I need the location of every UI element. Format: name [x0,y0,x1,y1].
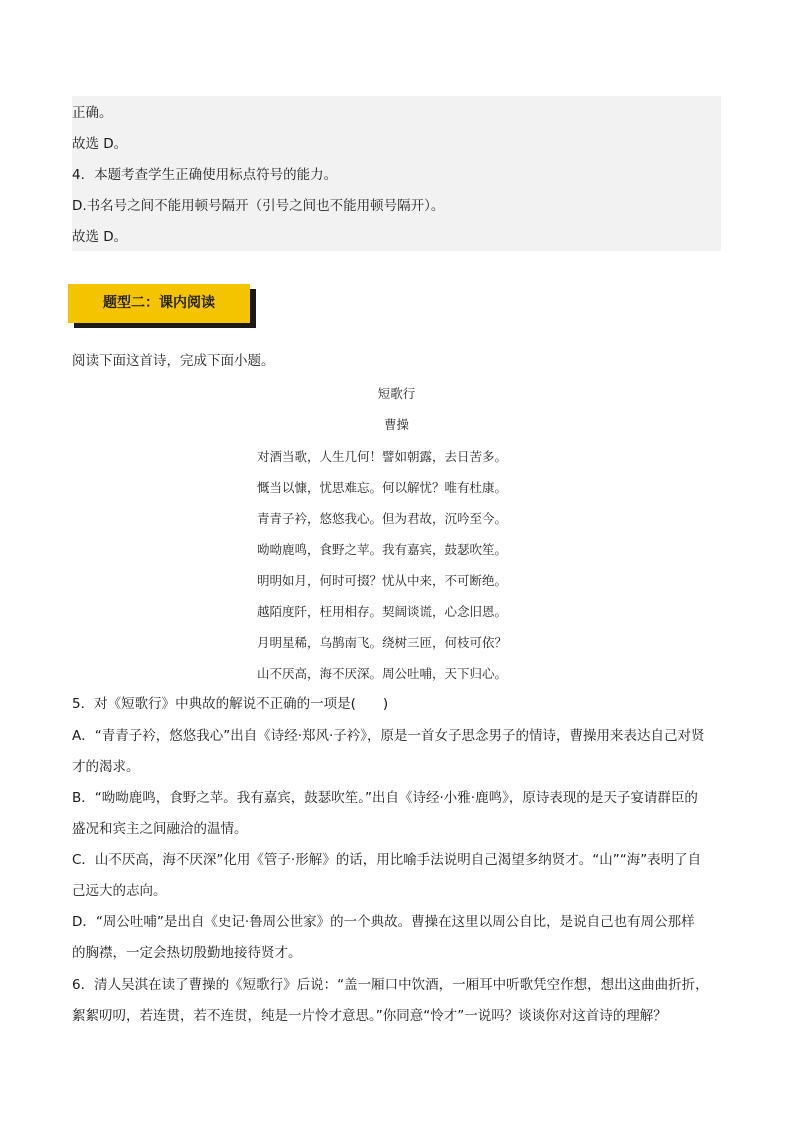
answer-line: 4．本题考查学生正确使用标点符号的能力。 [72,167,338,183]
option-b-cont: 盛况和宾主之间融洽的温情。 [72,821,248,837]
option-a-cont: 才的渴求。 [72,759,140,775]
poem-author: 曹操 [383,417,409,432]
question-5-stem: 5．对《短歌行》中典故的解说不正确的一项是( ) [72,696,389,712]
answer-line: D.书名号之间不能用顿号隔开（引号之间也不能用顿号隔开）。 [72,198,445,214]
poem-title: 短歌行 [377,386,416,401]
option-a: A．“青青子衿，悠悠我心”出自《诗经·郑风·子衿》，原是一首女子思念男子的情诗，曹操用来表达自己对贤 [72,728,705,744]
answer-explanation-box [72,96,721,251]
poem-line: 青青子衿，悠悠我心。但为君故，沉吟至今。 [257,511,508,526]
poem-line: 呦呦鹿鸣，食野之苹。我有嘉宾，鼓瑟吹笙。 [257,542,508,557]
answer-line: 故选 D。 [72,136,128,152]
poem-line: 山不厌高，海不厌深。周公吐哺，天下归心。 [257,666,508,681]
option-d-cont: 的胸襟，一定会热切殷勤地接待贤才。 [72,945,302,961]
poem-line: 月明星稀，乌鹊南飞。绕树三匝，何枝可依？ [257,635,508,650]
question-6-line2: 絮絮叨叨，若连贯，若不连贯，纯是一片怜才意思。”你同意“怜才”一说吗？谈谈你对这首诗的理解？ [72,1008,667,1024]
option-d: D．“周公吐哺”是出自《史记·鲁周公世家》的一个典故。曹操在这里以周公自比，是说自己也有周公那样 [72,914,695,930]
answer-line: 故选 D。 [72,229,128,245]
poem-line: 慨当以慷，忧思难忘。何以解忧？唯有杜康。 [257,480,508,495]
section-banner [68,284,256,328]
answer-line: 正确。 [72,105,113,121]
poem-line: 明明如月，何时可掇？忧从中来，不可断绝。 [257,573,508,588]
option-c-cont: 己远大的志向。 [72,883,167,899]
reading-instruction: 阅读下面这首诗，完成下面小题。 [72,353,275,369]
poem-line: 对酒当歌，人生几何！譬如朝露，去日苦多。 [257,449,508,464]
section-title: 题型二：课内阅读 [103,295,215,311]
option-c: C．山不厌高，海不厌深”化用《管子·形解》的话，用比喻手法说明自己渴望多纳贤才。“山”“海”表明了自 [72,852,702,868]
poem-line: 越陌度阡，枉用相存。契阔谈谎，心念旧恩。 [257,604,508,619]
question-6-line1: 6．清人吴淇在读了曹操的《短歌行》后说：“盖一厢口中饮酒，一厢耳中听歌凭空作想，想出这曲曲折折， [72,977,709,993]
option-b: B．“呦呦鹿鸣，食野之苹。我有嘉宾，鼓瑟吹笙。”出自《诗经·小雅·鹿鸣》，原诗表现的是天子宴请群臣的 [72,790,698,806]
